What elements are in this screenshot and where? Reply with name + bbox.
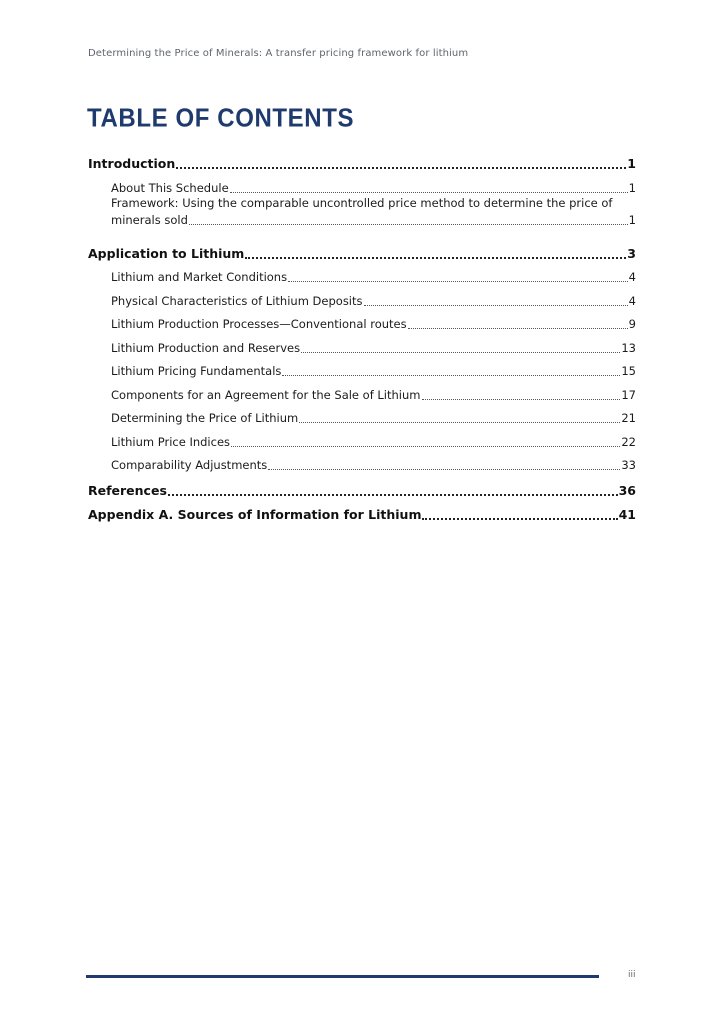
toc-entry-introduction[interactable] [88, 148, 636, 172]
dot-leader [282, 375, 620, 376]
toc-entry-agreement-components[interactable] [88, 379, 636, 403]
dot-leader [301, 352, 620, 353]
toc-entry-production-reserves[interactable] [88, 332, 636, 356]
toc-entry-label: Comparability Adjustments [111, 458, 268, 472]
toc-entry-comparability-adjustments[interactable] [88, 450, 636, 474]
toc-entry-label: Appendix A. Sources of Information for Lithium [88, 507, 422, 522]
toc-page-number: 15 [621, 364, 636, 378]
table-of-contents [88, 148, 636, 523]
dot-leader [408, 328, 628, 329]
toc-page-number: 1 [628, 180, 636, 195]
toc-page-number: 21 [621, 411, 636, 425]
dot-leader [288, 281, 628, 282]
toc-page-number: 4 [628, 293, 636, 308]
toc-entry-label: References [88, 483, 167, 498]
page-number: iii [628, 970, 636, 980]
toc-entry-production-processes[interactable] [88, 309, 636, 333]
dot-leader [168, 494, 618, 496]
toc-title: TABLE OF CONTENTS [87, 104, 355, 134]
toc-page-number: 41 [618, 507, 636, 522]
toc-entry-label: Introduction [88, 156, 176, 171]
dot-leader [422, 399, 621, 400]
footer-rule [86, 975, 599, 978]
toc-entry-label: About This Schedule [111, 180, 229, 195]
dot-leader [230, 192, 628, 193]
toc-entry-framework[interactable] [88, 196, 636, 238]
dot-leader [231, 446, 620, 447]
toc-entry-physical-characteristics[interactable] [88, 285, 636, 309]
toc-entry-price-indices[interactable] [88, 426, 636, 450]
toc-page-number: 13 [621, 340, 636, 355]
toc-entry-lithium-market-conditions[interactable] [88, 262, 636, 286]
toc-entry-pricing-fundamentals[interactable] [88, 356, 636, 380]
toc-page-number: 9 [628, 317, 636, 331]
toc-page-number: 36 [618, 483, 636, 498]
dot-leader [364, 305, 628, 306]
toc-entry-label: Lithium and Market Conditions [111, 270, 288, 284]
dot-leader [299, 422, 620, 423]
toc-entry-about-this-schedule[interactable] [88, 172, 636, 196]
toc-page-number: 3 [627, 245, 636, 261]
toc-entry-label-line1: Framework: Using the comparable uncontrolled price method to determine the price of [111, 195, 613, 210]
toc-entry-application-to-lithium[interactable] [88, 238, 636, 262]
toc-page-number: 17 [621, 387, 636, 402]
dot-leader [422, 518, 617, 520]
toc-entry-label: Lithium Price Indices [111, 434, 231, 449]
toc-entry-label-line2: minerals sold [111, 212, 188, 227]
toc-entry-determining-price[interactable] [88, 403, 636, 427]
toc-entry-appendix-a[interactable] [88, 499, 636, 523]
toc-page-number: 1 [628, 212, 636, 227]
dot-leader [189, 224, 628, 225]
toc-page-number: 4 [628, 270, 636, 284]
toc-entry-label: Lithium Pricing Fundamentals [111, 364, 282, 378]
toc-page-number: 1 [627, 156, 636, 171]
toc-entry-label: Physical Characteristics of Lithium Deposits [111, 293, 363, 308]
toc-page-number: 22 [621, 434, 636, 449]
toc-entry-label: Components for an Agreement for the Sale of Lithium [111, 387, 421, 402]
dot-leader [245, 257, 626, 259]
toc-entry-label: Determining the Price of Lithium [111, 411, 299, 425]
toc-page-number: 33 [621, 458, 636, 472]
dot-leader [268, 469, 620, 470]
toc-entry-label: Lithium Production Processes—Conventional routes [111, 317, 407, 331]
toc-entry-label: Application to Lithium [88, 245, 245, 261]
dot-leader [176, 167, 626, 169]
toc-entry-label: Lithium Production and Reserves [111, 340, 301, 355]
running-header: Determining the Price of Minerals: A transfer pricing framework for lithium [88, 48, 469, 59]
toc-entry-references[interactable] [88, 475, 636, 499]
